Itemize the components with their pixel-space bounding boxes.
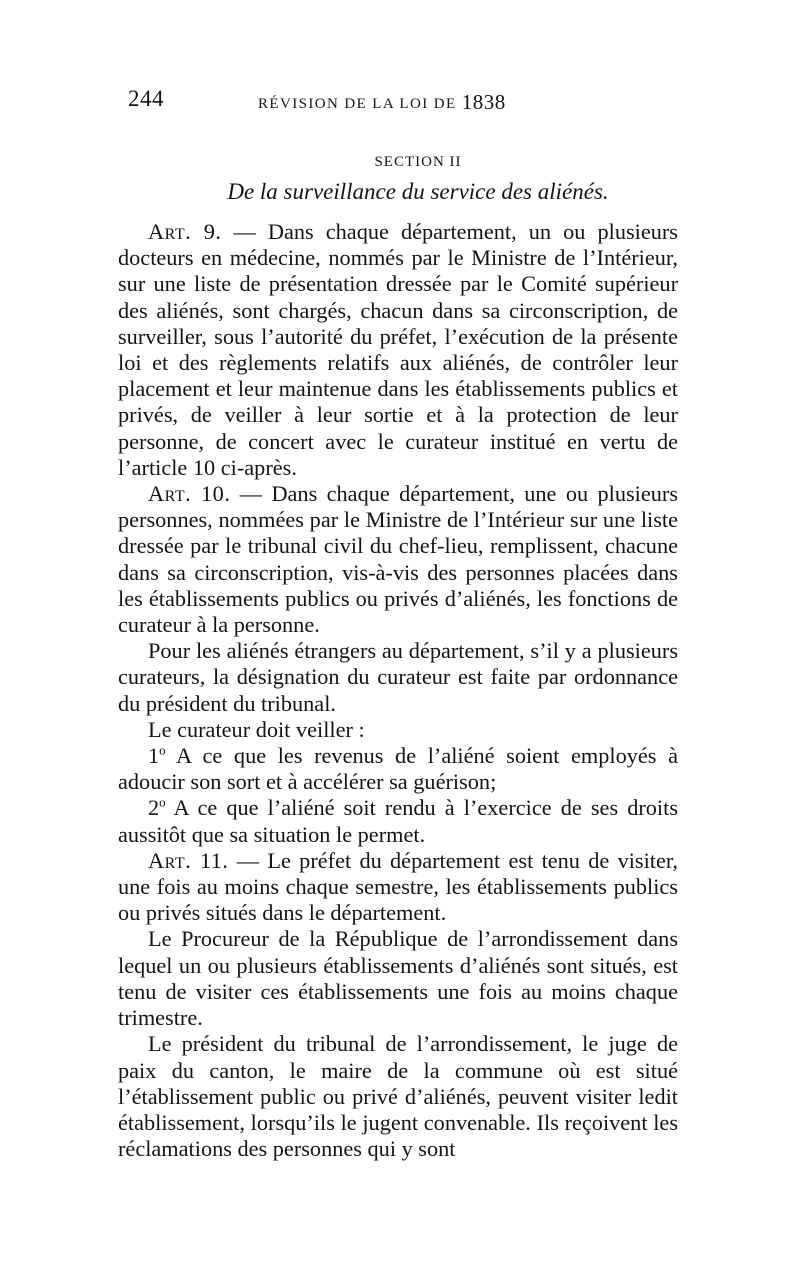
article-label: Art. 9. (148, 219, 222, 244)
list-item-number: 1 (148, 743, 160, 769)
paragraph (118, 926, 678, 1031)
paragraph (118, 717, 678, 743)
running-title (258, 90, 506, 115)
paragraph-text: — Dans chaque département, une ou plusieurs personnes, nommées par le Ministre de l’Intérieur sur une liste dressée par le tribunal civil du chef-lieu, remplissent, chacune dans sa circonscription, vis-à-vis des personnes placées dans les établissements publics ou privés d’aliénés, les fonctions de curateur à la personne. (118, 481, 678, 638)
paragraph-text: — Dans chaque département, un ou plusieurs docteurs en médecine, nommés par le Ministre de l’Intérieur, sur une liste de présentation dressée par le Comité supérieur des aliénés, sont chargés, chacun dans sa circonscription, de surveiller, sous l’autorité du préfet, l’exécution de la présente loi et des règlements relatifs aux aliénés, de contrôler leur placement et leur maintenue dans les établissements publics et privés, de veiller à leur sortie et à la protection de leur personne, de concert avec le curateur institué en vertu de l’article 10 ci-après. (118, 219, 678, 480)
ordinal-marker: o (159, 742, 166, 758)
paragraph-text: Le président du tribunal de l’arrondissement, le juge de paix du canton, le maire de la commune où est situé l’établissement public ou privé d’aliénés, peuvent visiter ledit établissement, lorsqu’ils le jugent convenable. Ils reçoivent les réclamations des personnes qui y sont (118, 1031, 678, 1162)
article-11-paragraph (118, 848, 678, 927)
paragraph-text: A ce que les revenus de l’aliéné soient employés à adoucir son sort et à accélérer sa guérison; (118, 743, 678, 795)
list-item-number: 2 (148, 795, 160, 821)
list-item (118, 743, 678, 795)
paragraph-text: — Le préfet du département est tenu de visiter, une fois au moins chaque semestre, les établissements publics ou privés situés dans le département. (118, 847, 678, 926)
article-9-paragraph (118, 219, 678, 481)
page-number: 244 (128, 86, 164, 111)
paragraph (118, 1031, 678, 1162)
running-title-text: RÉVISION DE LA LOI DE (258, 96, 462, 112)
ordinal-marker: o (159, 795, 166, 811)
article-label: Art. 10. (148, 481, 231, 507)
article-label: Art. 11. (148, 847, 229, 873)
article-10-paragraph (118, 481, 678, 638)
section-title: De la surveillance du service des aliénés. (227, 179, 609, 204)
paragraph-text: Le Procureur de la République de l’arrondissement dans lequel un ou plusieurs établissements d’aliénés sont situés, est tenu de visiter ces établissements une fois au moins chaque trimestre. (118, 926, 678, 1031)
paragraph-text: A ce que l’aliéné soit rendu à l’exercice de ses droits aussitôt que sa situation le permet. (118, 795, 678, 847)
paragraph-text: Le curateur doit veiller : (148, 716, 365, 742)
list-item (118, 795, 678, 847)
section-label: SECTION II (374, 154, 462, 170)
paragraph (118, 638, 678, 717)
body-text (118, 219, 678, 1162)
book-page (118, 82, 678, 1162)
paragraph-text: Pour les aliénés étrangers au département, s’il y a plusieurs curateurs, la désignation du curateur est faite par ordonnance du président du tribunal. (118, 638, 678, 716)
running-title-year: 1838 (461, 90, 506, 114)
running-head (118, 82, 678, 122)
